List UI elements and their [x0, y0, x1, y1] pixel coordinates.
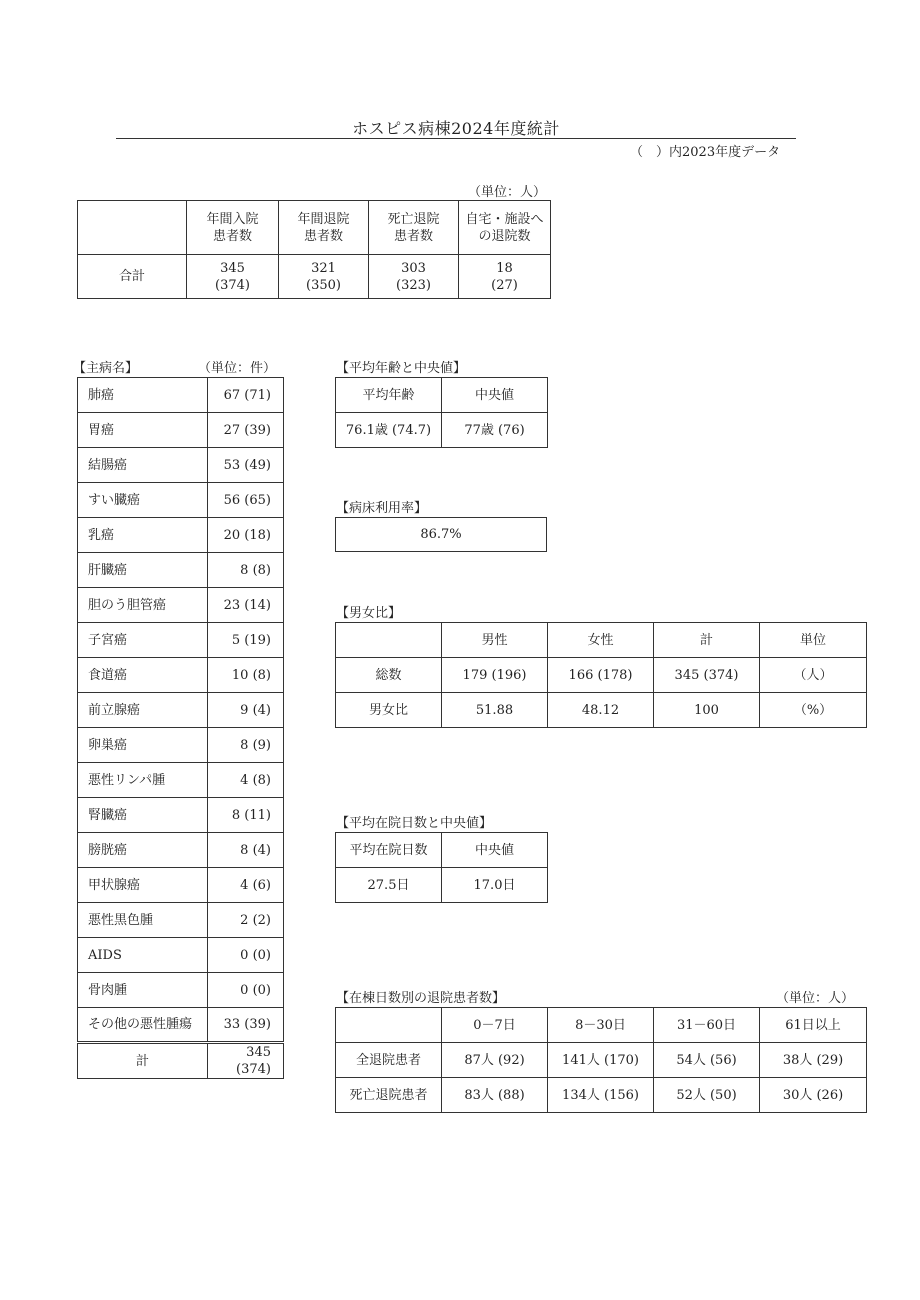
- disease-count: 9 (4): [208, 693, 284, 728]
- days-cell: 52人 (50): [654, 1078, 760, 1113]
- disease-name: 悪性黒色腫: [78, 903, 208, 938]
- table-row: [78, 658, 284, 693]
- summary-header: 年間退院 患者数: [279, 201, 369, 255]
- disease-total-row: [78, 1043, 284, 1079]
- disease-name: 前立腺癌: [78, 693, 208, 728]
- disease-count: 8 (9): [208, 728, 284, 763]
- days-row-label: 死亡退院患者: [336, 1078, 442, 1113]
- table-row: [78, 763, 284, 798]
- days-row-label: 全退院患者: [336, 1043, 442, 1078]
- days-unit: （単位：人）: [776, 991, 855, 1006]
- table-row: [78, 378, 284, 413]
- disease-name: 胆のう胆管癌: [78, 588, 208, 623]
- title-rule: [116, 138, 796, 139]
- age-value: 76.1歳 (74.7): [336, 413, 442, 448]
- disease-count: 5 (19): [208, 623, 284, 658]
- table-row: [336, 1043, 867, 1078]
- days-cell: 83人 (88): [442, 1078, 548, 1113]
- disease-name: 結腸癌: [78, 448, 208, 483]
- stay-table: [335, 832, 548, 903]
- days-cell: 30人 (26): [760, 1078, 867, 1113]
- table-row: [78, 518, 284, 553]
- stay-value: 27.5日: [336, 868, 442, 903]
- table-row: [78, 693, 284, 728]
- table-row: [78, 448, 284, 483]
- gender-cell: （人）: [760, 658, 867, 693]
- days-cell: 141人 (170): [548, 1043, 654, 1078]
- stay-header: 中央値: [442, 833, 548, 868]
- disease-count: 20 (18): [208, 518, 284, 553]
- disease-name: 甲状腺癌: [78, 868, 208, 903]
- stay-header: 平均在院日数: [336, 833, 442, 868]
- summary-cell: 345 (374): [187, 255, 279, 299]
- days-header: 31－60日: [654, 1008, 760, 1043]
- bed-table: [335, 517, 547, 552]
- disease-count: 23 (14): [208, 588, 284, 623]
- gender-header: 男性: [442, 623, 548, 658]
- disease-count: 53 (49): [208, 448, 284, 483]
- disease-name: 膀胱癌: [78, 833, 208, 868]
- disease-name: 肺癌: [78, 378, 208, 413]
- table-row: [78, 938, 284, 973]
- age-table: [335, 377, 548, 448]
- gender-header: [336, 623, 442, 658]
- table-row: [336, 693, 867, 728]
- disease-count: 4 (6): [208, 868, 284, 903]
- summary-header: 年間入院 患者数: [187, 201, 279, 255]
- disease-count: 4 (8): [208, 763, 284, 798]
- disease-name: 腎臓癌: [78, 798, 208, 833]
- disease-count: 8 (11): [208, 798, 284, 833]
- table-row: [78, 588, 284, 623]
- gender-cell: （%）: [760, 693, 867, 728]
- summary-cell: 303 (323): [369, 255, 459, 299]
- summary-header-blank: [78, 201, 187, 255]
- disease-count: 10 (8): [208, 658, 284, 693]
- gender-cell: 166 (178): [548, 658, 654, 693]
- days-cell: 54人 (56): [654, 1043, 760, 1078]
- disease-name: 胃癌: [78, 413, 208, 448]
- disease-name: 乳癌: [78, 518, 208, 553]
- gender-row-label: 男女比: [336, 693, 442, 728]
- disease-name: 食道癌: [78, 658, 208, 693]
- days-header: 61日以上: [760, 1008, 867, 1043]
- days-header: 8－30日: [548, 1008, 654, 1043]
- days-header-row: [336, 1008, 867, 1043]
- summary-header: 死亡退院 患者数: [369, 201, 459, 255]
- days-header: [336, 1008, 442, 1043]
- gender-header-row: [336, 623, 867, 658]
- table-row: [78, 1008, 284, 1043]
- days-cell: 87人 (92): [442, 1043, 548, 1078]
- days-cell: 38人 (29): [760, 1043, 867, 1078]
- days-header: 0－7日: [442, 1008, 548, 1043]
- table-row: [78, 413, 284, 448]
- disease-count: 8 (4): [208, 833, 284, 868]
- disease-count: 8 (8): [208, 553, 284, 588]
- table-row: [78, 483, 284, 518]
- age-value: 77歳 (76): [442, 413, 548, 448]
- age-header: 平均年齢: [336, 378, 442, 413]
- summary-table: [77, 200, 551, 299]
- disease-name: 卵巣癌: [78, 728, 208, 763]
- disease-count: 67 (71): [208, 378, 284, 413]
- table-row: [78, 623, 284, 658]
- table-row: [78, 798, 284, 833]
- gender-cell: 48.12: [548, 693, 654, 728]
- page-title: ホスピス病棟2024年度統計: [352, 119, 560, 138]
- disease-count: 27 (39): [208, 413, 284, 448]
- disease-table: [77, 377, 284, 1079]
- table-row: [78, 553, 284, 588]
- table-row: [336, 658, 867, 693]
- stay-label: 【平均在院日数と中央値】: [336, 816, 493, 831]
- disease-name: 肝臓癌: [78, 553, 208, 588]
- gender-cell: 179 (196): [442, 658, 548, 693]
- days-cell: 134人 (156): [548, 1078, 654, 1113]
- disease-total-label: 計: [78, 1043, 208, 1079]
- days-table: [335, 1007, 867, 1113]
- disease-count: 0 (0): [208, 973, 284, 1008]
- gender-header: 女性: [548, 623, 654, 658]
- disease-count: 2 (2): [208, 903, 284, 938]
- gender-cell: 51.88: [442, 693, 548, 728]
- days-label: 【在棟日数別の退院患者数】: [336, 991, 506, 1006]
- disease-name: 骨肉腫: [78, 973, 208, 1008]
- gender-label: 【男女比】: [336, 606, 402, 621]
- bed-value: 86.7%: [336, 518, 547, 552]
- table-row: [78, 833, 284, 868]
- summary-cell: 18 (27): [459, 255, 551, 299]
- disease-name: すい臓癌: [78, 483, 208, 518]
- age-label: 【平均年齢と中央値】: [336, 361, 467, 376]
- gender-cell: 100: [654, 693, 760, 728]
- disease-count: 0 (0): [208, 938, 284, 973]
- disease-count: 33 (39): [208, 1008, 284, 1043]
- disease-total-value: 345 (374): [208, 1043, 284, 1079]
- gender-cell: 345 (374): [654, 658, 760, 693]
- age-header: 中央値: [442, 378, 548, 413]
- summary-unit: （単位：人）: [468, 185, 547, 200]
- table-row: [78, 903, 284, 938]
- disease-count: 56 (65): [208, 483, 284, 518]
- stay-value: 17.0日: [442, 868, 548, 903]
- disease-name: 悪性リンパ腫: [78, 763, 208, 798]
- table-row: [78, 728, 284, 763]
- disease-label: 【主病名】: [73, 361, 139, 376]
- bed-label: 【病床利用率】: [336, 501, 428, 516]
- gender-header: 単位: [760, 623, 867, 658]
- disease-name: AIDS: [78, 938, 208, 973]
- summary-cell: 321 (350): [279, 255, 369, 299]
- summary-row-label: 合計: [78, 255, 187, 299]
- disease-unit: （単位：件）: [198, 361, 277, 376]
- table-row: [78, 973, 284, 1008]
- summary-header: 自宅・施設へ の退院数: [459, 201, 551, 255]
- year-note: （ ）内2023年度データ: [630, 145, 781, 160]
- gender-header: 計: [654, 623, 760, 658]
- disease-name: 子宮癌: [78, 623, 208, 658]
- gender-table: [335, 622, 867, 728]
- gender-row-label: 総数: [336, 658, 442, 693]
- table-row: [78, 868, 284, 903]
- disease-name: その他の悪性腫瘍: [78, 1008, 208, 1043]
- table-row: [336, 1078, 867, 1113]
